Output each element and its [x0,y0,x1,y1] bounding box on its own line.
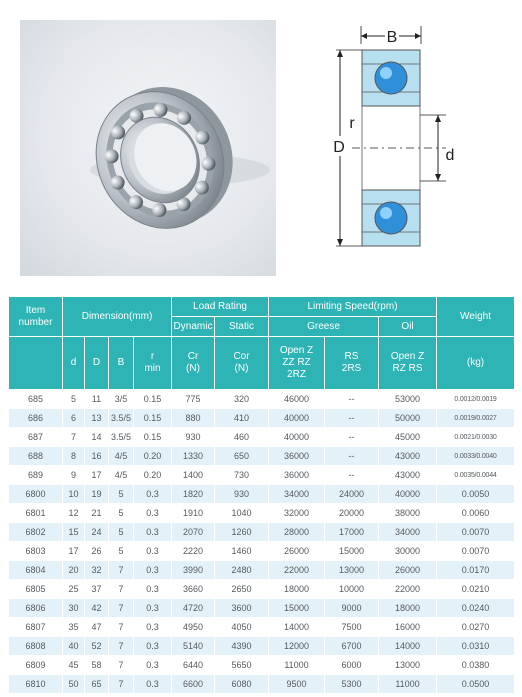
cell: 9000 [325,599,379,618]
cell: 10000 [325,580,379,599]
cell: 4390 [215,637,269,656]
cell: 6808 [9,637,63,656]
table-row [9,523,515,542]
header-item-number-cont [9,337,63,390]
header-b: B [109,337,134,390]
table-row [9,485,515,504]
cell: 11000 [379,675,437,694]
cell: 0.0035/0.0044 [437,466,515,485]
cell: 5140 [172,637,215,656]
cell: -- [325,447,379,466]
cell: 13000 [379,656,437,675]
cell: 15000 [325,542,379,561]
table-row [9,656,515,675]
header-static: Static [215,317,269,337]
label-outer-d: D [333,139,345,156]
cell: 0.0070 [437,523,515,542]
cell: 320 [215,390,269,409]
cell: 50 [63,675,85,694]
cell: 460 [215,428,269,447]
cell: 40000 [269,428,325,447]
table-row [9,390,515,409]
cell: 43000 [379,466,437,485]
cell: 26000 [269,542,325,561]
cell: 4720 [172,599,215,618]
cell: 5 [109,485,134,504]
cell: 10 [63,485,85,504]
cell: 40000 [269,409,325,428]
cell: 5 [109,523,134,542]
cell: 20 [63,561,85,580]
cell: 0.20 [134,466,172,485]
cell: 13000 [325,561,379,580]
cell: 20000 [325,504,379,523]
cell: 0.0033/0.0040 [437,447,515,466]
cell: 6801 [9,504,63,523]
cell: 36000 [269,466,325,485]
label-b: B [386,29,398,46]
cell: 22000 [379,580,437,599]
cell: 6804 [9,561,63,580]
cell: 52 [85,637,109,656]
cell: 8 [63,447,85,466]
label-inner-d: d [445,147,455,164]
cell: 24000 [325,485,379,504]
cell: 6806 [9,599,63,618]
cell: 0.3 [134,618,172,637]
cell: 7 [109,561,134,580]
cell: 40000 [379,485,437,504]
cell: 47 [85,618,109,637]
table-row [9,542,515,561]
table-body [9,390,515,694]
cell: 24 [85,523,109,542]
table-row [9,675,515,694]
cell: 0.0050 [437,485,515,504]
cell: 0.3 [134,504,172,523]
table-row [9,580,515,599]
cell: 0.15 [134,409,172,428]
cell: 30000 [379,542,437,561]
header-grease-rs: RS 2RS [325,337,379,390]
cell: 0.0170 [437,561,515,580]
cell: 30 [63,599,85,618]
table-row [9,428,515,447]
header-load-rating: Load Rating [172,297,269,317]
cell: 46000 [269,390,325,409]
bearing-photo [20,20,276,276]
cell: 19 [85,485,109,504]
cell: 880 [172,409,215,428]
cell: 22000 [269,561,325,580]
cell: 6802 [9,523,63,542]
cell: 3.5/5 [109,409,134,428]
cell: 0.0019/0.0027 [437,409,515,428]
cell: 6080 [215,675,269,694]
cell: 0.3 [134,656,172,675]
cell: 9500 [269,675,325,694]
cell: 0.3 [134,580,172,599]
table-row [9,447,515,466]
table-row [9,409,515,428]
cell: 930 [172,428,215,447]
cell: 4/5 [109,466,134,485]
cell: 650 [215,447,269,466]
table-row [9,618,515,637]
cell: 1040 [215,504,269,523]
cell: 14000 [379,637,437,656]
cell: 26 [85,542,109,561]
cell: 6440 [172,656,215,675]
header-r-min: r min [134,337,172,390]
cell: 0.3 [134,599,172,618]
cell: 12000 [269,637,325,656]
cell: 7 [109,675,134,694]
cell: 7 [109,656,134,675]
cell: 4/5 [109,447,134,466]
cell: 7500 [325,618,379,637]
cell: 1910 [172,504,215,523]
table-row [9,599,515,618]
cell: 2480 [215,561,269,580]
cell: 0.0240 [437,599,515,618]
cell: 1260 [215,523,269,542]
cell: 686 [9,409,63,428]
cell: 43000 [379,447,437,466]
header-limiting-speed: Limiting Speed(rpm) [269,297,437,317]
cell: 35 [63,618,85,637]
cell: 18000 [269,580,325,599]
cell: 16000 [379,618,437,637]
cell: 38000 [379,504,437,523]
cell: 34000 [379,523,437,542]
cell: 687 [9,428,63,447]
cell: 2220 [172,542,215,561]
cell: 50000 [379,409,437,428]
cell: 65 [85,675,109,694]
cell: 0.0210 [437,580,515,599]
header-oil: Oil [379,317,437,337]
cell: 730 [215,466,269,485]
cell: 17000 [325,523,379,542]
cell: 12 [63,504,85,523]
header-dimension: Dimension(mm) [63,297,172,337]
cell: 1820 [172,485,215,504]
cell: 15000 [269,599,325,618]
bearing-spec-table [8,296,515,694]
cell: 689 [9,466,63,485]
cell: 28000 [269,523,325,542]
cell: 685 [9,390,63,409]
table-row [9,561,515,580]
cell: 17 [63,542,85,561]
table-row [9,637,515,656]
header-kg: (kg) [437,337,515,390]
cell: 6809 [9,656,63,675]
cell: 2070 [172,523,215,542]
cell: 3.5/5 [109,428,134,447]
cell: 25 [63,580,85,599]
cell: 1460 [215,542,269,561]
cell: 0.3 [134,561,172,580]
cell: 21 [85,504,109,523]
cell: 15 [63,523,85,542]
cell: 5 [109,542,134,561]
cross-section-drawing [322,22,478,258]
cell: 32000 [269,504,325,523]
cell: 775 [172,390,215,409]
header-d: d [63,337,85,390]
cell: 11000 [269,656,325,675]
cell: -- [325,428,379,447]
cell: 6 [63,409,85,428]
cell: 7 [109,580,134,599]
cell: 7 [109,599,134,618]
cell: 37 [85,580,109,599]
header-grease-open: Open Z ZZ RZ 2RZ [269,337,325,390]
cell: 40 [63,637,85,656]
cell: 5650 [215,656,269,675]
cell: 0.0012/0.0019 [437,390,515,409]
cell: 18000 [379,599,437,618]
cell: 34000 [269,485,325,504]
cell: 36000 [269,447,325,466]
cell: 1400 [172,466,215,485]
cell: 9 [63,466,85,485]
cell: 45000 [379,428,437,447]
header-outer-d: D [85,337,109,390]
cell: 2650 [215,580,269,599]
cell: 0.0060 [437,504,515,523]
cell: -- [325,409,379,428]
cell: 0.15 [134,390,172,409]
bearing-image [20,20,276,276]
cell: 16 [85,447,109,466]
cell: 7 [63,428,85,447]
header-dynamic: Dynamic [172,317,215,337]
cell: 0.3 [134,485,172,504]
cell: 0.3 [134,675,172,694]
cell: 3660 [172,580,215,599]
cell: 45 [63,656,85,675]
cell: 6803 [9,542,63,561]
cell: 0.3 [134,523,172,542]
cell: 5300 [325,675,379,694]
header-cor: Cor (N) [215,337,269,390]
header-grease: Greese [269,317,379,337]
header-weight: Weight [437,297,515,337]
cell: 0.0500 [437,675,515,694]
cell: 0.0270 [437,618,515,637]
cell: 13 [85,409,109,428]
header-cr: Cr (N) [172,337,215,390]
cell: 5 [63,390,85,409]
cell: 3600 [215,599,269,618]
cell: 42 [85,599,109,618]
cell: 0.0380 [437,656,515,675]
cell: 1330 [172,447,215,466]
cell: 6700 [325,637,379,656]
cell: 0.20 [134,447,172,466]
cell: 7 [109,637,134,656]
cell: 4050 [215,618,269,637]
label-r: r [349,115,355,132]
cell: 0.0070 [437,542,515,561]
cell: 930 [215,485,269,504]
cell: 14 [85,428,109,447]
cell: -- [325,466,379,485]
cell: 3990 [172,561,215,580]
cell: 6800 [9,485,63,504]
cell: 6810 [9,675,63,694]
cell: 0.3 [134,542,172,561]
cell: 0.15 [134,428,172,447]
cell: 6000 [325,656,379,675]
cell: 32 [85,561,109,580]
cell: 7 [109,618,134,637]
cell: 6600 [172,675,215,694]
cell: 53000 [379,390,437,409]
table-row [9,504,515,523]
header-item-number: Item number [9,297,63,337]
cell: 58 [85,656,109,675]
cell: 0.3 [134,637,172,656]
table-row [9,466,515,485]
cell: 5 [109,504,134,523]
cell: 11 [85,390,109,409]
header-oil-open: Open Z RZ RS [379,337,437,390]
cell: 0.0021/0.0030 [437,428,515,447]
cell: 410 [215,409,269,428]
cell: 3/5 [109,390,134,409]
cell: 688 [9,447,63,466]
cell: 17 [85,466,109,485]
cell: 6805 [9,580,63,599]
cell: 14000 [269,618,325,637]
cell: 0.0310 [437,637,515,656]
cell: 6807 [9,618,63,637]
bearing-dimension-diagram [322,22,478,258]
cell: -- [325,390,379,409]
cell: 26000 [379,561,437,580]
cell: 4950 [172,618,215,637]
